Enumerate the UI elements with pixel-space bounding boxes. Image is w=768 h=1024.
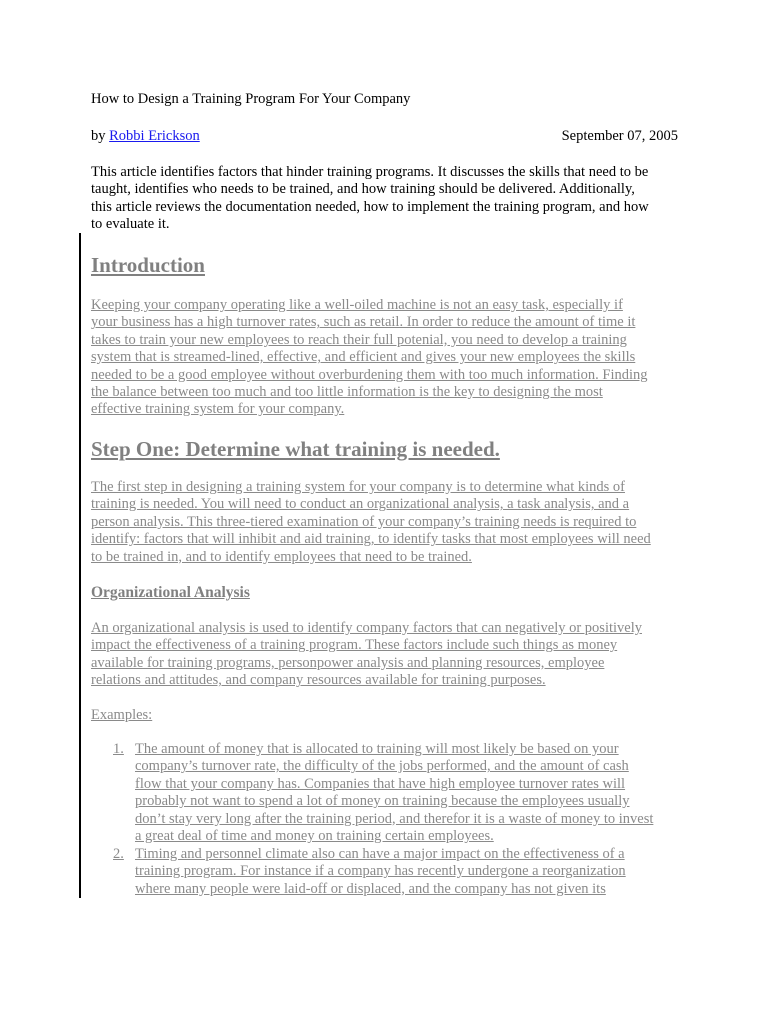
paragraph-line: identify: factors that will inhibit and aid training, to identify tasks that most employees will need <box>91 531 651 548</box>
list-item-line: where many people were laid-off or displaced, and the company has not given its <box>135 880 606 897</box>
paragraph-line: available for training programs, personpower analysis and planning resources, employee <box>91 654 605 671</box>
list-item-line: flow that your company has. Companies that have high employee turnover rates will <box>135 775 626 792</box>
paragraph-line: system that is streamed-lined, effective, and efficient and gives your new employees the skills <box>91 349 636 366</box>
introduction-paragraph <box>91 297 683 419</box>
paragraph-line: to be trained in, and to identify employees that need to be trained. <box>91 548 472 565</box>
list-item-line: The amount of money that is allocated to training will most likely be based on your <box>135 741 619 757</box>
list-item-line: training program. For instance if a company has recently undergone a reorganization <box>135 863 626 880</box>
list-item-number: 1. <box>113 741 124 757</box>
paragraph-line: An organizational analysis is used to identify company factors that can negatively or positively <box>91 620 642 636</box>
list-item-text <box>135 741 683 845</box>
paragraph-line: your business has a high turnover rates, such as retail. In order to reduce the amount of time it <box>91 314 636 331</box>
list-item-line: company’s turnover rate, the difficulty of the jobs performed, and the amount of cash <box>135 758 629 775</box>
paragraph-line: training is needed. You will need to conduct an organizational analysis, a task analysis, and a <box>91 496 630 513</box>
publish-date: September 07, 2005 <box>561 128 678 144</box>
paragraph-line: needed to be a good employee without overburdening them with too much information. Finding <box>91 366 648 383</box>
paragraph-line: takes to train your new employees to reach their full potenial, you need to develop a training <box>91 331 627 348</box>
step-one-paragraph <box>91 479 683 566</box>
abstract-paragraph <box>91 164 681 234</box>
paragraph-line: the balance between too much and too little information is the key to designing the most <box>91 384 603 401</box>
byline <box>91 127 678 145</box>
examples-label: Examples: <box>91 707 153 723</box>
byline-prefix: by <box>91 128 110 144</box>
list-item-line: probably not want to spend a lot of money on training because the employees usually <box>135 793 630 810</box>
abstract-line: to evaluate it. <box>91 216 170 233</box>
paragraph-line: Keeping your company operating like a well-oiled machine is not an easy task, especially if <box>91 297 623 313</box>
paragraph-line: person analysis. This three-tiered examination of your company’s training needs is required to <box>91 513 637 530</box>
step-one-heading: Step One: Determine what training is needed. <box>91 437 500 461</box>
paragraph-line: relations and attitudes, and company resources available for training purposes. <box>91 672 546 689</box>
paragraph-line: impact the effectiveness of a training program. These factors include such things as money <box>91 637 618 654</box>
paragraph-line: effective training system for your company. <box>91 401 345 418</box>
organizational-analysis-heading: Organizational Analysis <box>91 584 250 601</box>
list-item-text <box>135 846 683 898</box>
paragraph-line: The first step in designing a training system for your company is to determine what kinds of <box>91 479 625 495</box>
introduction-heading: Introduction <box>91 253 205 277</box>
author-link[interactable]: Robbi Erickson <box>109 128 200 144</box>
document-title: How to Design a Training Program For Your Company <box>91 91 411 107</box>
change-bar <box>79 233 81 898</box>
abstract-line: This article identifies factors that hinder training programs. It discusses the skills that need to be <box>91 164 649 180</box>
list-item-line: don’t stay very long after the training period, and therefor it is a waste of money to invest <box>135 810 654 827</box>
list-item-line: a great deal of time and money on training certain employees. <box>135 828 494 845</box>
abstract-line: taught, identifies who needs to be trained, and how training should be delivered. Additionally, <box>91 181 635 198</box>
organizational-analysis-paragraph <box>91 620 683 690</box>
abstract-line: this article reviews the documentation needed, how to implement the training program, and how <box>91 198 649 215</box>
list-item-line: Timing and personnel climate also can have a major impact on the effectiveness of a <box>135 846 625 862</box>
list-item-number: 2. <box>113 846 124 862</box>
